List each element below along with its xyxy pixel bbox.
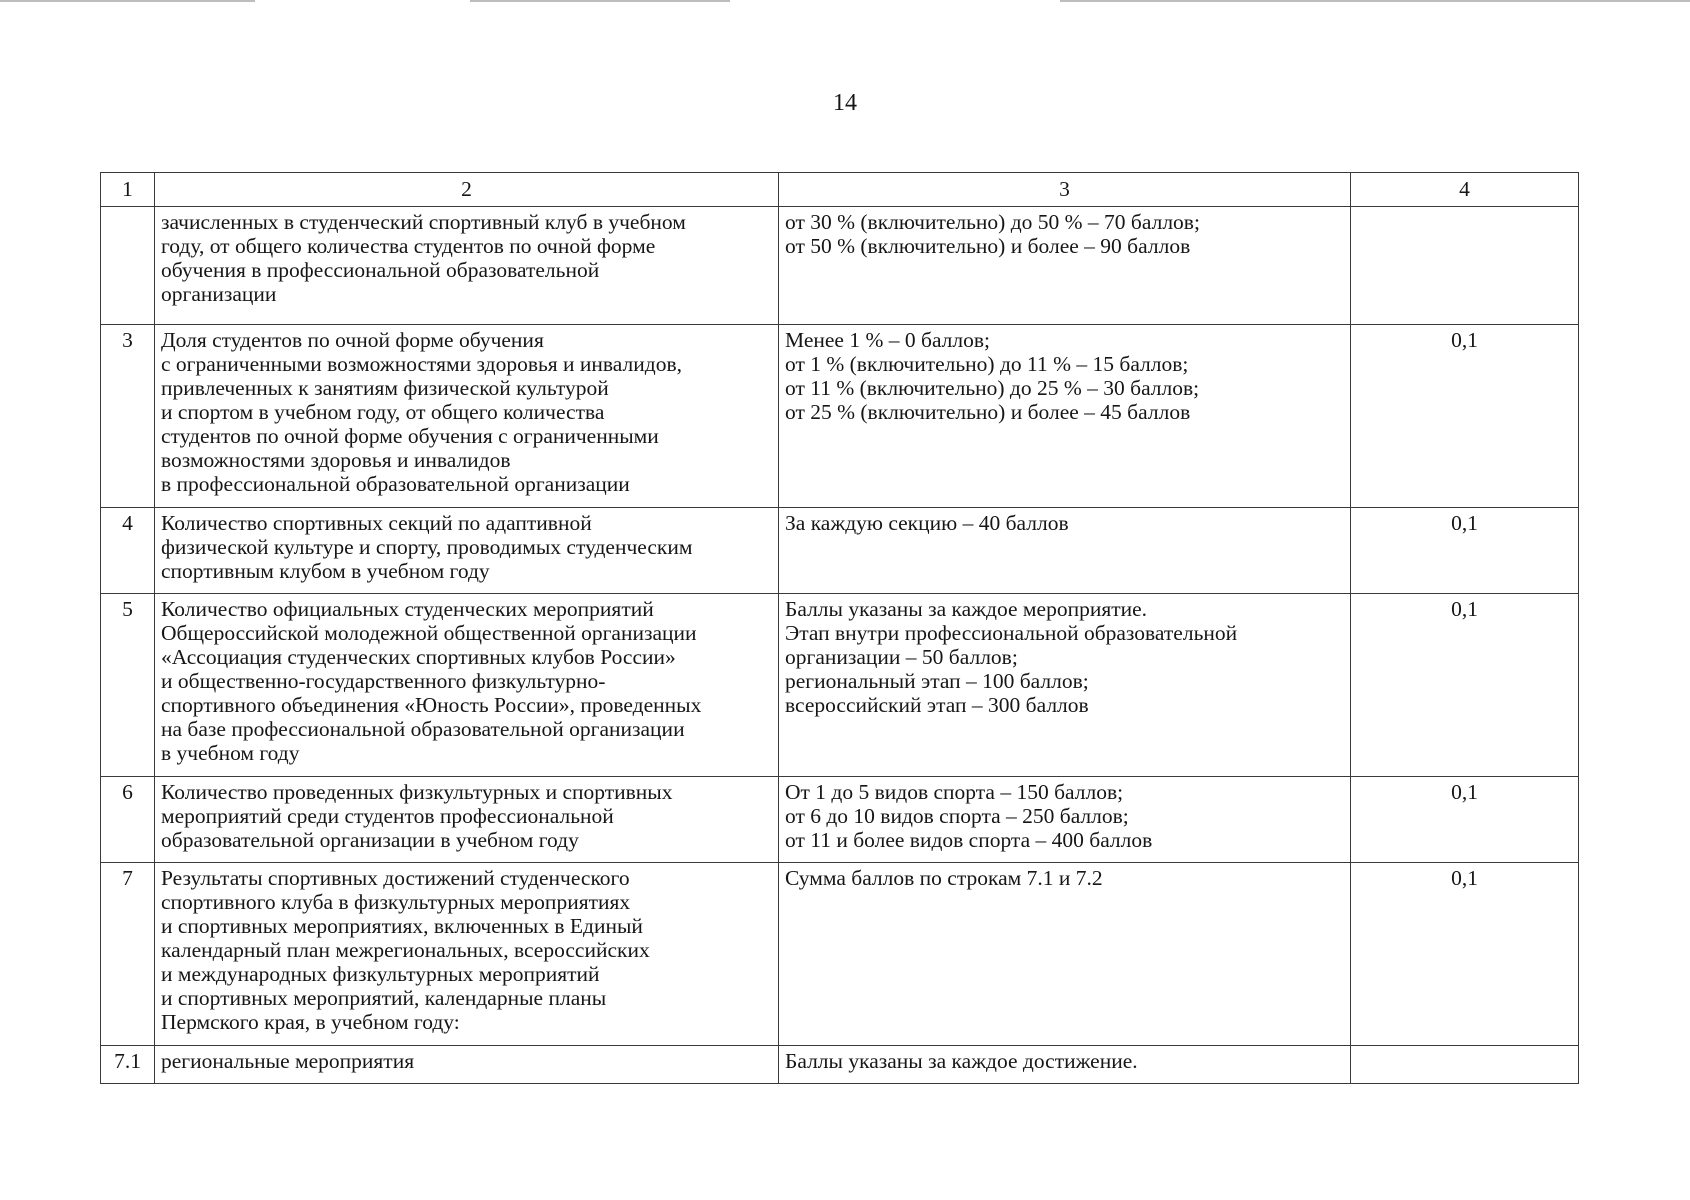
page-number: 14 [833, 90, 857, 116]
column-header-scoring: 3 [779, 173, 1351, 207]
indicator-cell: региональные мероприятия [155, 1046, 779, 1084]
column-header-indicator: 2 [155, 173, 779, 207]
table-row [101, 863, 1579, 1046]
table-row [101, 594, 1579, 777]
row-number-cell: 5 [101, 594, 155, 777]
scoring-cell: Баллы указаны за каждое мероприятие. Этап внутри профессиональной образовательной организации – 50 баллов; региональный этап – 100 баллов; всероссийский этап – 300 баллов [779, 594, 1351, 777]
table-row [101, 207, 1579, 325]
scoring-cell: от 30 % (включительно) до 50 % – 70 баллов; от 50 % (включительно) и более – 90 баллов [779, 207, 1351, 325]
indicator-cell: зачисленных в студенческий спортивный клуб в учебном году, от общего количества студентов по очной форме обучения в профессиональной образовательной организации [155, 207, 779, 325]
weight-cell [1351, 1046, 1579, 1084]
weight-cell: 0,1 [1351, 777, 1579, 863]
criteria-table [100, 172, 1579, 1084]
row-number-cell: 7.1 [101, 1046, 155, 1084]
scoring-cell: За каждую секцию – 40 баллов [779, 508, 1351, 594]
weight-cell: 0,1 [1351, 594, 1579, 777]
table-row [101, 508, 1579, 594]
row-number-cell: 4 [101, 508, 155, 594]
table-header-row [101, 173, 1579, 207]
scoring-cell: Сумма баллов по строкам 7.1 и 7.2 [779, 863, 1351, 1046]
row-number-cell [101, 207, 155, 325]
row-number-cell: 6 [101, 777, 155, 863]
scoring-cell: От 1 до 5 видов спорта – 150 баллов; от 6 до 10 видов спорта – 250 баллов; от 11 и более видов спорта – 400 баллов [779, 777, 1351, 863]
row-number-cell: 7 [101, 863, 155, 1046]
indicator-cell: Количество проведенных физкультурных и спортивных мероприятий среди студентов профессиональной образовательной организации в учебном году [155, 777, 779, 863]
table-row [101, 1046, 1579, 1084]
weight-cell: 0,1 [1351, 508, 1579, 594]
scan-edge-mark [470, 0, 730, 2]
column-header-weight: 4 [1351, 173, 1579, 207]
column-header-number: 1 [101, 173, 155, 207]
weight-cell [1351, 207, 1579, 325]
weight-cell: 0,1 [1351, 863, 1579, 1046]
scoring-cell: Менее 1 % – 0 баллов; от 1 % (включительно) до 11 % – 15 баллов; от 11 % (включительно) до 25 % – 30 баллов; от 25 % (включительно) и более – 45 баллов [779, 325, 1351, 508]
scoring-cell: Баллы указаны за каждое достижение. [779, 1046, 1351, 1084]
table-row [101, 777, 1579, 863]
scan-edge-mark [0, 0, 255, 2]
indicator-cell: Количество спортивных секций по адаптивной физической культуре и спорту, проводимых студенческим спортивным клубом в учебном году [155, 508, 779, 594]
table-row [101, 325, 1579, 508]
indicator-cell: Количество официальных студенческих мероприятий Общероссийской молодежной общественной организации «Ассоциация студенческих спортивных клубов России» и общественно-государственного физкультурно- спортивного объединения «Юность России», проведенных на базе профессиональной образовательной организации в учебном году [155, 594, 779, 777]
weight-cell: 0,1 [1351, 325, 1579, 508]
indicator-cell: Доля студентов по очной форме обучения с ограниченными возможностями здоровья и инвалидов, привлеченных к занятиям физической культурой и спортом в учебном году, от общего количества студентов по очной форме обучения с ограниченными возможностями здоровья и инвалидов в профессиональной образовательной организации [155, 325, 779, 508]
row-number-cell: 3 [101, 325, 155, 508]
indicator-cell: Результаты спортивных достижений студенческого спортивного клуба в физкультурных мероприятиях и спортивных мероприятиях, включенных в Единый календарный план межрегиональных, всероссийских и международных физкультурных мероприятий и спортивных мероприятий, календарные планы Пермского края, в учебном году: [155, 863, 779, 1046]
scan-edge-mark [1060, 0, 1690, 2]
